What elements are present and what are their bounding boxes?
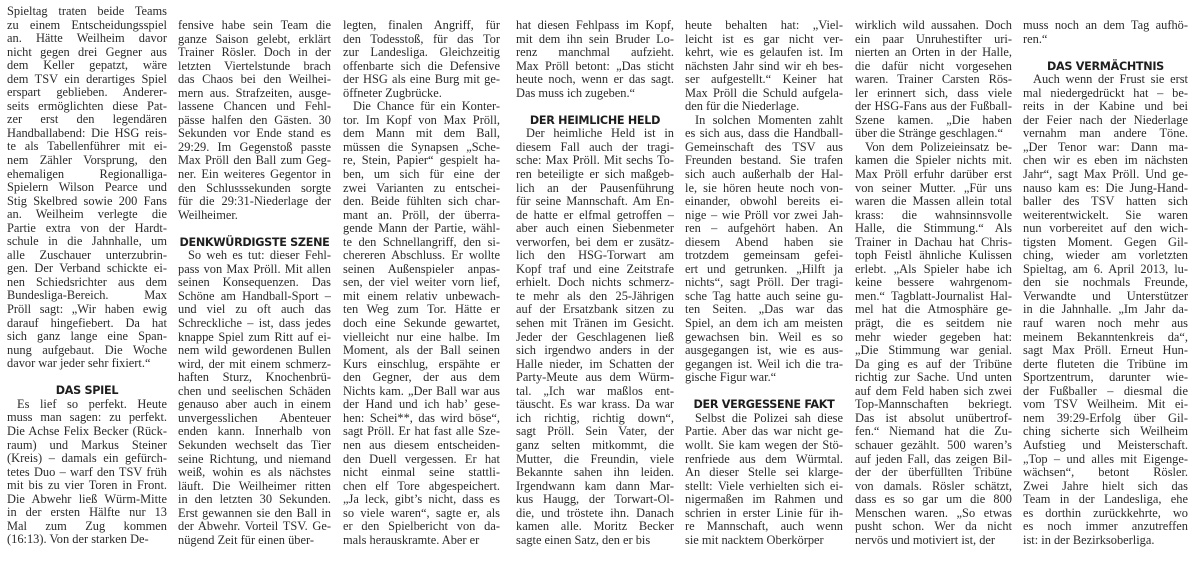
paragraph-line: offenbarte sich die Defensive — [343, 59, 500, 73]
paragraph-line: tetes Duo – warf den TSV früh — [7, 465, 167, 479]
paragraph-line: ein paar Unruhestifter uri- — [855, 32, 1012, 46]
paragraph-line: den Schlusssekunden sorgte — [178, 181, 331, 195]
paragraph-line: Top-Mannschaften bekriegt. — [855, 398, 1012, 412]
paragraph-line: Partie. Aber das war nicht ge- — [685, 425, 843, 439]
paragraph-line: gende Mann der Partie, wähl- — [343, 222, 500, 236]
paragraph-line: der Feier nach der Niederlage — [1023, 113, 1188, 127]
paragraph-line: weiterentwickelt. Sie waren — [1023, 208, 1188, 222]
paragraph-line: tor. Im Kopf von Max Pröll, — [343, 113, 500, 127]
paragraph-line: Sportzentrum, darunter wie- — [1023, 371, 1188, 385]
paragraph-line: Max Pröll erfuhr darüber erst — [855, 168, 1012, 182]
paragraph-line: muss man sagen: zu perfekt. — [7, 411, 167, 425]
paragraph-line: Trainer Rösler. Doch in der — [178, 46, 331, 60]
paragraph-line: ausgegangen ist, wie es aus- — [685, 344, 843, 358]
paragraph-line: reits in der Kabine und bei — [1023, 100, 1188, 114]
paragraph-line: richtig zur Sache. Und unten — [855, 371, 1012, 385]
paragraph-line: chereren Abschluss. Er wollte — [343, 249, 500, 263]
paragraph-line: Halle, die Stimmung.“ Als — [855, 222, 1012, 236]
paragraph-line: mern aus. Strafzeiten, ausge- — [178, 86, 331, 100]
section-heading: DAS SPIEL — [55, 384, 119, 398]
paragraph-line: Partie extra von der Hardt- — [7, 221, 167, 235]
paragraph-line: Gemeinschaft des TSV aus — [685, 140, 843, 154]
paragraph-line: ser aufgestellt.“ Keiner hat — [685, 73, 843, 87]
paragraph-line: sich irgendwo anders in der — [516, 344, 674, 358]
article-column-6 — [855, 19, 1012, 547]
paragraph-line: auf der Ersatzbank sitzen zu — [516, 303, 674, 317]
paragraph-line: Die Abwehr ließ Würm-Mitte — [7, 492, 167, 506]
paragraph-line: pässe halfen den Gästen. 30 — [178, 113, 331, 127]
paragraph-line: dem Keller gepatzt, wäre — [7, 59, 167, 73]
paragraph-line: ner. Ein weiteres Gegentor in — [178, 168, 331, 182]
paragraph-line: prägt, die es seitdem nie — [855, 317, 1012, 331]
paragraph-line: men.“ Tagblatt-Journalist Hal- — [855, 289, 1012, 303]
paragraph-line: Auch wenn der Frust sie erst — [1033, 73, 1188, 87]
paragraph-line: sagt Max Pröll. Erneut Hun- — [1023, 344, 1188, 358]
paragraph-line: Erst gewannen sie den Ball in — [178, 506, 331, 520]
paragraph-line: pass von Max Pröll. Mit allen — [178, 262, 331, 276]
paragraph-line: nem wild gewordenen Bullen — [178, 344, 331, 358]
paragraph-line: Schreckliche – ist, dass jedes — [178, 317, 331, 331]
paragraph-line: nun vorbereitet auf den wich- — [1023, 222, 1188, 236]
paragraph-line: le, sie hören heute noch von- — [685, 181, 843, 195]
paragraph-line: dass es so gar um die 800 — [855, 493, 1012, 507]
paragraph-line: läuft. Die Weilheimer ritten — [178, 479, 331, 493]
paragraph-line: und viel zu oft auch das — [178, 303, 331, 317]
paragraph-line: er den Spielbericht von da- — [343, 520, 500, 534]
paragraph-line: renz manchmal aufzieht. — [516, 46, 674, 60]
paragraph-line: knappe Spiel zum Ritt auf ei- — [178, 330, 331, 344]
paragraph-line: nichts“, sagt Pröll. Der tragi- — [685, 276, 843, 290]
paragraph-line: te als Tabellenführer mit ei- — [7, 140, 167, 154]
paragraph-line: nen aus diesem entscheiden- — [343, 438, 500, 452]
article-column-5 — [685, 19, 843, 547]
paragraph-line: den sie nochmals Freunde, — [1023, 276, 1188, 290]
paragraph-line: gegangen ist. Weil ich die tra- — [685, 357, 843, 371]
paragraph-line: sche: Max Pröll. Mit sechs To- — [516, 154, 674, 168]
heading-spacer — [7, 371, 167, 385]
paragraph-line: kamen alle. Moritz Becker — [516, 520, 674, 534]
paragraph-line: schrien in erster Linie für ih- — [685, 506, 843, 520]
paragraph-line: stellt: Viele verhielten sich ei- — [685, 479, 843, 493]
paragraph-line: nauso kam es: Die Jung-Hand- — [1023, 181, 1188, 195]
paragraph-line: über die Stränge geschlagen.“ — [855, 127, 1003, 141]
paragraph-line: erhielt. Doch nichts schmerz- — [516, 276, 674, 290]
paragraph-line: re Mannschaft, auch wenn — [685, 520, 843, 534]
paragraph-line: so viele waren“, sagte er, als — [343, 506, 500, 520]
paragraph-line: Von dem Polizeieinsatz be- — [865, 140, 1012, 154]
heading-spacer — [516, 100, 674, 114]
paragraph-line: meinem Bekanntenkreis da“, — [1023, 330, 1188, 344]
paragraph-line: von seiner Mutter. „Für uns — [855, 181, 1012, 195]
paragraph-line: Das ist absolut unübertrof- — [855, 411, 1012, 425]
section-heading: DAS VERMÄCHTNIS — [1047, 59, 1164, 73]
paragraph-line: schule in die Jahnhalle, um — [7, 235, 167, 249]
paragraph-line: ten Weg zum Tor. Hätte er — [343, 303, 500, 317]
paragraph-line: ren beteiligte er sich maßgeb- — [516, 168, 674, 182]
heading-spacer — [685, 385, 843, 399]
paragraph-line: rauf waren noch mehr aus — [1023, 317, 1188, 331]
paragraph-line: an. Hätte Weilheim davor — [7, 32, 167, 46]
paragraph-line: Es lief so perfekt. Heute — [17, 397, 167, 411]
paragraph-line: waren die Massen allein total — [855, 195, 1012, 209]
paragraph-line: sie mit nacktem Oberkörper — [685, 533, 824, 547]
paragraph-line: Menschen waren. „So etwas — [855, 506, 1012, 520]
paragraph-line: es sich aus, dass die Handball- — [685, 127, 843, 141]
paragraph-line: ist: in der Bezirksoberliga. — [1023, 533, 1155, 547]
paragraph-line: sich auch außerhalb der Hal- — [685, 168, 843, 182]
paragraph-line: Sekunden wechselt das Tier — [178, 438, 331, 452]
paragraph-line: Der heimliche Held ist in — [526, 127, 674, 141]
paragraph-line: (Kreis) – damals ein gefürch- — [7, 452, 167, 466]
paragraph-line: mant an. Pröll, der überra- — [343, 208, 500, 222]
paragraph-line: mals herauskramte. Aber er — [343, 533, 480, 547]
paragraph-line: der Abwehr. Vorteil TSV. Ge- — [178, 520, 331, 534]
paragraph-line: ching sicherte sich Weilheim — [1023, 425, 1188, 439]
paragraph-line: nächsten Jahr sind wir eh bes- — [685, 59, 843, 73]
paragraph-line: in der ersten Hälfte nur 13 — [7, 506, 167, 520]
paragraph-line: letzten Viertelstunde brach — [178, 59, 331, 73]
paragraph-line: renfriede aus dem Würmtal. — [685, 452, 843, 466]
paragraph-line: wollt. Sie kam wegen der Stö- — [685, 438, 843, 452]
paragraph-line: täuscht. Es war krass. Da war — [516, 398, 674, 412]
paragraph-line: an. Weilheim verlegte die — [7, 208, 167, 222]
paragraph-line: mit einem relativ unbewach- — [343, 289, 500, 303]
paragraph-line: heute behalten hat: „Viel- — [685, 19, 843, 32]
paragraph-line: doch eine Sekunde gewartet, — [343, 317, 500, 331]
paragraph-line: mit bis zu vier Toren in Front. — [7, 479, 167, 493]
paragraph-line: ching, wieder am vorletzten — [1023, 249, 1188, 263]
paragraph-line: Kurs einschlug, erspähte er — [343, 357, 500, 371]
paragraph-line: raum) und Markus Steiner — [7, 438, 167, 452]
paragraph-line: den für die Niederlage. — [685, 100, 800, 114]
paragraph-line: Kopf traf und eine Zeitstrafe — [516, 262, 674, 276]
paragraph-line: müssen die Synapsen „Sche- — [343, 140, 500, 154]
paragraph-line: dem TSV ein derartiges Spiel — [7, 72, 167, 86]
paragraph-line: derte fluteten die Tribüne im — [1023, 357, 1188, 371]
heading-spacer — [178, 222, 331, 236]
paragraph-line: te mehr als den 25-Jährigen — [516, 289, 674, 303]
paragraph-line: Bekannte sahen ihn leiden. — [516, 466, 674, 480]
paragraph-line: gewachsen bin. Weil es so — [685, 330, 843, 344]
paragraph-line: nem Zähler Vorsprung, den — [7, 154, 167, 168]
paragraph-line: in die Jahnhalle. „Im Jahr da- — [1023, 303, 1188, 317]
paragraph-line: wächsen“, betont Rösler. — [1023, 466, 1188, 480]
paragraph-line: darauf hingefiebert. Da hat — [7, 316, 167, 330]
paragraph-line: Weilheimer. — [178, 208, 238, 222]
paragraph-line: lich den HSG-Torwart am — [516, 249, 674, 263]
paragraph-line: seine Richtung, und niemand — [178, 452, 331, 466]
paragraph-line: davor war jeder sehr fixiert.“ — [7, 357, 151, 371]
paragraph-line: heute noch, wenn er das sagt. — [516, 73, 674, 87]
paragraph-line: diesem Abend haben sie — [685, 235, 843, 249]
paragraph-line: Freunden bestand. Sie trafen — [685, 154, 843, 168]
paragraph-line: Stig Skelbred sowie 200 Fans — [7, 194, 167, 208]
paragraph-line: Pröll sagt: „Wir haben ewig — [7, 303, 167, 317]
article-column-2 — [178, 19, 331, 547]
paragraph-line: Nichts kam. „Der Ball war aus — [343, 384, 500, 398]
paragraph-line: „Der Tenor war: Dann ma- — [1023, 140, 1188, 154]
paragraph-line: Jahr“, sagt Max Pröll. Und ge- — [1023, 168, 1188, 182]
paragraph-line: auf dem Feld haben sich zwei — [855, 384, 1012, 398]
paragraph-line: ehemaligen Regionalliga- — [7, 167, 167, 181]
paragraph-line: ler erinnert sich, dass viele — [855, 86, 1012, 100]
paragraph-line: auf jeden Fall, das zeigen Bil- — [855, 452, 1012, 466]
article-column-3 — [343, 19, 500, 547]
paragraph-line: nügend Zeit für einen über- — [178, 533, 314, 547]
paragraph-line: Max Pröll den Ball zum Geg- — [178, 154, 331, 168]
paragraph-line: unvergesslichen Abenteuer — [178, 411, 331, 425]
paragraph-line: Da ging es auf der Tribüne — [855, 357, 1012, 371]
paragraph-line: der der überfüllten Tribüne — [855, 466, 1012, 480]
paragraph-line: Sekunden vor Ende stand es — [178, 127, 331, 141]
paragraph-line: Mal zum Zug kommen — [7, 519, 167, 533]
paragraph-line: es dorthin zurückkehrte, wo — [1023, 506, 1188, 520]
paragraph-line: öffneter Zugbrücke. — [343, 86, 442, 100]
paragraph-line: fensive habe sein Team die — [178, 19, 331, 32]
paragraph-line: ganz selten mitkommt, die — [516, 438, 674, 452]
paragraph-line: hen: Schei**, das wird böse“, — [343, 411, 500, 425]
paragraph-line: de hatte er elfmal getroffen – — [516, 208, 674, 222]
paragraph-line: verworfen, bei dem er zusätz- — [516, 235, 674, 249]
paragraph-line: zur Landesliga. Gleichzeitig — [343, 46, 500, 60]
paragraph-line: nierten an Orten in der Halle, — [855, 46, 1012, 60]
paragraph-line: kus Haugg, der Torwart-Ol- — [516, 493, 674, 507]
paragraph-line: Party-Meute aus dem Würm- — [516, 371, 674, 385]
paragraph-line: Spiel, an dem ich am meisten — [685, 317, 843, 331]
paragraph-line: nervös und motiviert ist, der — [855, 533, 996, 547]
paragraph-line: Halle nieder, im Schatten der — [516, 357, 674, 371]
paragraph-line: enden kann. Innerhalb von — [178, 425, 331, 439]
paragraph-line: legten, finalen Angriff, für — [343, 19, 500, 32]
article-column-1 — [7, 5, 167, 547]
paragraph-line: nicht einmal seine stattli- — [343, 466, 500, 480]
paragraph-line: nige – wie Pröll vor zwei Jah- — [685, 208, 843, 222]
paragraph-line: haften Sturz, Knochenbrü- — [178, 371, 331, 385]
paragraph-line: zu einem Entscheidungsspiel — [7, 18, 167, 32]
paragraph-line: vom TSV Weilheim. Mit ei- — [1023, 398, 1188, 412]
paragraph-line: das Chaos bei den Weilhei- — [178, 73, 331, 87]
paragraph-line: der HSG-Fans aus der Fußball- — [855, 100, 1012, 114]
paragraph-line: lich an der Pausenführung — [516, 181, 674, 195]
paragraph-line: nung aufgebaut. Die Woche — [7, 343, 167, 357]
paragraph-line: leicht ist es gar nicht ver- — [685, 32, 843, 46]
paragraph-line: pusht schon. Wer da nicht — [855, 520, 1012, 534]
paragraph-line: lassene Chancen und Fehl- — [178, 100, 331, 114]
paragraph-line: Aufstieg und Meisterschaft. — [1023, 438, 1188, 452]
paragraph-line: Trainer in Dachau hat Chris- — [855, 235, 1012, 249]
paragraph-line: Max Pröll die Schuld aufgela- — [685, 86, 843, 100]
paragraph-line: Jeder der Geschlagenen ließ — [516, 330, 674, 344]
paragraph-line: ich richtig, richtig down“, — [516, 411, 674, 425]
paragraph-line: sen, der viel weiter vorn lief, — [343, 276, 500, 290]
paragraph-line: kehrt, wie es gelaufen ist. Im — [685, 46, 843, 60]
paragraph-line: seinen Außenspieler anpas- — [343, 262, 500, 276]
paragraph-line: keine bessere wahrgenom- — [855, 276, 1012, 290]
paragraph-line: tal. „Ich war maßlos ent- — [516, 384, 674, 398]
paragraph-line: vielleicht nur eine halbe. Im — [343, 330, 500, 344]
paragraph-line: nigermaßen im Rahmen und — [685, 493, 843, 507]
paragraph-line: schauer gezählt. 500 waren’s — [855, 438, 1012, 452]
paragraph-line: Team in der Landesliga, ehe — [1023, 493, 1188, 507]
paragraph-line: Mutter, die Freundin, viele — [516, 452, 674, 466]
paragraph-line: kamen die Spieler nichts mit. — [855, 154, 1012, 168]
paragraph-line: „Ja leck, gibt’s nicht, dass es — [343, 493, 500, 507]
paragraph-line: Bundesliga-Bereich. Max — [7, 289, 167, 303]
paragraph-line: Schöne am Handball-Sport – — [178, 289, 331, 303]
paragraph-line: weiß, wohin es als nächstes — [178, 466, 331, 480]
paragraph-line: „Top – und alles mit Eigenge- — [1023, 452, 1188, 466]
paragraph-line: te den Schnellangriff, den si- — [343, 235, 500, 249]
paragraph-line: seits ermöglichten diese Pat- — [7, 99, 167, 113]
paragraph-line: Verwandte und Unterstützer — [1023, 289, 1188, 303]
paragraph-line: erspart geblieben. Anderer- — [7, 86, 167, 100]
paragraph-line: zwei Varianten zu entschei- — [343, 181, 500, 195]
paragraph-line: Moment, als der Ball seinen — [343, 344, 500, 358]
paragraph-line: mit dem ihn sein Bruder Lo- — [516, 32, 674, 46]
paragraph-line: baller des TSV hatten sich — [1023, 195, 1188, 209]
paragraph-line: wird, der mit einem schmerz- — [178, 357, 331, 371]
paragraph-line: Spielern Wilson Pearce und — [7, 181, 167, 195]
paragraph-line: waren. Trainer Carsten Rös- — [855, 73, 1012, 87]
paragraph-line: Zwei Jahre hielt sich das — [1023, 479, 1188, 493]
paragraph-line: ert und getrunken. „Hilft ja — [685, 262, 843, 276]
paragraph-line: für die 29:31-Niederlage der — [178, 195, 331, 209]
paragraph-line: diesem Fall auch der tragi- — [516, 140, 674, 154]
paragraph-line: krass: die wahnsinnsvolle — [855, 208, 1012, 222]
section-heading: DER HEIMLICHE HELD — [529, 113, 661, 127]
paragraph-line: ren – aufgehört haben. An — [685, 222, 843, 236]
paragraph-line: mel hat die Atmosphäre ge- — [855, 303, 1012, 317]
paragraph-line: nem 39:29-Erfolg über Gil- — [1023, 411, 1188, 425]
paragraph-line: sagte einen Satz, den er bis — [516, 533, 651, 547]
paragraph-line: die, und tröstete ihn. Danach — [516, 506, 674, 520]
paragraph-line: wirklich wild aussahen. Doch — [855, 19, 1012, 32]
paragraph-line: in den letzten 30 Sekunden. — [178, 493, 331, 507]
section-heading: DENKWÜRDIGSTE SZENE — [179, 235, 330, 249]
paragraph-line: es noch immer anzutreffen — [1023, 520, 1188, 534]
paragraph-line: einander, obwohl bereits ei- — [685, 195, 843, 209]
article-column-4 — [516, 19, 674, 547]
paragraph-line: hat diesen Fehlpass im Kopf, — [516, 19, 674, 32]
paragraph-line: chen elf Tore abgespeichert. — [343, 479, 500, 493]
paragraph-line: dem Mann mit dem Ball, — [343, 127, 500, 141]
paragraph-line: aber auch einen Siebenmeter — [516, 222, 674, 236]
paragraph-line: ren.“ — [1023, 32, 1048, 46]
paragraph-line: alle Zuschauer unterzubrin- — [7, 248, 167, 262]
paragraph-line: (16:13). Von der starken De- — [7, 533, 149, 547]
heading-spacer — [1023, 46, 1188, 60]
paragraph-line: re, Stein, Papier“ gespielt ha- — [343, 154, 500, 168]
paragraph-line: sche Tag hatte auch seine gu- — [685, 289, 843, 303]
paragraph-line: sagt Pröll. Sein Vater, der — [516, 425, 674, 439]
paragraph-line: die dafür nicht vorgesehen — [855, 59, 1012, 73]
paragraph-line: ben, um sich für eine der — [343, 168, 500, 182]
paragraph-line: seinen Konsequenzen. Das — [178, 276, 331, 290]
paragraph-line: zer erst den legendären — [7, 113, 167, 127]
paragraph-line: chen wir es eben im nächsten — [1023, 154, 1188, 168]
paragraph-line: An dieser Stelle sei klarge- — [685, 466, 843, 480]
paragraph-line: vernahm man andere Töne. — [1023, 127, 1188, 141]
paragraph-line: genauso aber auch in einem — [178, 398, 331, 412]
paragraph-line: In solchen Momenten zahlt — [695, 113, 843, 127]
paragraph-line: nicht gegen drei Gegner aus — [7, 45, 167, 59]
paragraph-line: So weh es tut: dieser Fehl- — [188, 249, 331, 263]
paragraph-line: trotzdem gemeinsam gefei- — [685, 249, 843, 263]
paragraph-line: den Gegner, der aus dem — [343, 371, 500, 385]
paragraph-line: den. Beide fühlten sich char- — [343, 195, 500, 209]
paragraph-line: für seine Mannschaft. Am En- — [516, 195, 674, 209]
paragraph-line: muss noch an dem Tag aufhö- — [1023, 19, 1188, 32]
paragraph-line: Irgendwann kam dann Mar- — [516, 479, 674, 493]
paragraph-line: der HSG als eine Burg mit ge- — [343, 73, 500, 87]
paragraph-line: gen. Der Verband schickte ei- — [7, 262, 167, 276]
paragraph-line: Max Pröll betont: „Das sticht — [516, 59, 674, 73]
paragraph-line: Selbst die Polizei sah diese — [695, 411, 843, 425]
paragraph-line: sich ganz lange eine Span- — [7, 330, 167, 344]
paragraph-line: Spieltag traten beide Teams — [7, 5, 167, 18]
paragraph-line: „Die Stimmung war genial. — [855, 344, 1012, 358]
paragraph-line: Szene kamen. „Die haben — [855, 113, 1012, 127]
paragraph-line: der Hand und ich hab’ gese- — [343, 398, 500, 412]
paragraph-line: den Todesstoß, für das Tor — [343, 32, 500, 46]
paragraph-line: Die Achse Felix Becker (Rück- — [7, 424, 167, 438]
paragraph-line: Die Chance für ein Konter- — [353, 100, 500, 114]
article-column-7 — [1023, 19, 1188, 547]
paragraph-line: sagt Pröll. Er hat fast alle Sze- — [343, 425, 500, 439]
paragraph-line: der Fußballer – diesmal die — [1023, 384, 1188, 398]
section-heading: DER VERGESSENE FAKT — [693, 398, 835, 412]
paragraph-line: Spieltag, am 6. April 2013, lu- — [1023, 262, 1188, 276]
paragraph-line: ten Seiten. „Das war das — [685, 303, 843, 317]
paragraph-line: sehen mit Tränen im Gesicht. — [516, 317, 674, 331]
paragraph-line: nen Schiedsrichter aus dem — [7, 275, 167, 289]
paragraph-line: Das muss ich zugeben.“ — [516, 86, 636, 100]
paragraph-line: mal niedergedrückt hat – be- — [1023, 86, 1188, 100]
paragraph-line: toph Feistl ähnliche Kulissen — [855, 249, 1012, 263]
paragraph-line: tigsten Moment. Gegen Gil- — [1023, 235, 1188, 249]
paragraph-line: ganze Saison gelebt, erklärt — [178, 32, 331, 46]
paragraph-line: chen und seelischen Schäden — [178, 384, 331, 398]
paragraph-line: erlebt. „Als Spieler habe ich — [855, 262, 1012, 276]
paragraph-line: fen.“ Niemand hat die Zu- — [855, 425, 1012, 439]
paragraph-line: den Duell vergessen. Er hat — [343, 452, 500, 466]
paragraph-line: 29:29. Im Gegenstoß passte — [178, 140, 331, 154]
paragraph-line: von damals. Rösler schätzt, — [855, 479, 1012, 493]
paragraph-line: Handballabend: Die HSG reis- — [7, 126, 167, 140]
paragraph-line: mehr wieder gegeben hat: — [855, 330, 1012, 344]
paragraph-line: gische Figur war.“ — [685, 371, 777, 385]
